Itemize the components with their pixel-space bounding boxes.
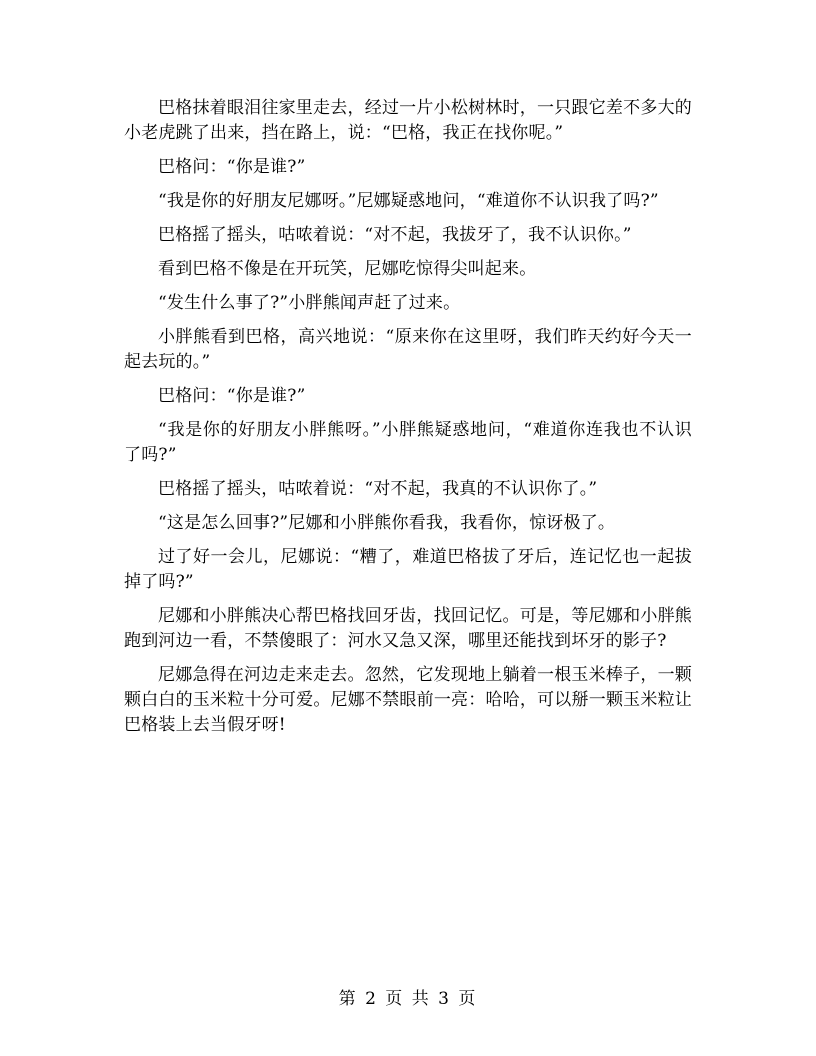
paragraph: 巴格摇了摇头，咕哝着说：“对不起，我拔牙了，我不认识你。” <box>158 225 632 245</box>
paragraph: 巴格摇了摇头，咕哝着说：“对不起，我真的不认识你了。” <box>158 479 598 499</box>
page-footer: 第 2 页 共 3 页 <box>338 989 478 1009</box>
paragraph: 尼娜急得在河边走来走去。忽然，它发现地上躺着一根玉米棒子，一颗颗白白的玉米粒十分可爱。尼娜不禁眼前一亮：哈哈，可以掰一颗玉米粒让巴格装上去当假牙呀! <box>124 665 692 735</box>
paragraph: “我是你的好朋友尼娜呀。”尼娜疑惑地问，“难道你不认识我了吗?” <box>158 191 659 211</box>
paragraph: 巴格问：“你是谁?” <box>158 157 306 177</box>
paragraph: “这是怎么回事?”尼娜和小胖熊你看我，我看你，惊讶极了。 <box>158 513 616 533</box>
paragraph: 巴格问：“你是谁?” <box>158 386 306 406</box>
paragraph: “我是你的好朋友小胖熊呀。”小胖熊疑惑地问，“难道你连我也不认识了吗?” <box>124 420 692 465</box>
paragraph: 巴格抹着眼泪往家里走去，经过一片小松树林时，一只跟它差不多大的小老虎跳了出来，挡在路上，说：“巴格，我正在找你呢。” <box>124 98 692 143</box>
paragraph: 尼娜和小胖熊决心帮巴格找回牙齿，找回记忆。可是，等尼娜和小胖熊跑到河边一看，不禁傻眼了：河水又急又深，哪里还能找到坏牙的影子? <box>124 606 692 651</box>
document-body <box>124 96 692 747</box>
paragraph: 看到巴格不像是在开玩笑，尼娜吃惊得尖叫起来。 <box>158 259 537 279</box>
paragraph: “发生什么事了?”小胖熊闻声赶了过来。 <box>158 293 461 313</box>
paragraph: 小胖熊看到巴格，高兴地说：“原来你在这里呀，我们昨天约好今天一起去玩的。” <box>124 327 692 372</box>
paragraph: 过了好一会儿，尼娜说：“糟了，难道巴格拔了牙后，连记忆也一起拔掉了吗?” <box>124 547 692 592</box>
